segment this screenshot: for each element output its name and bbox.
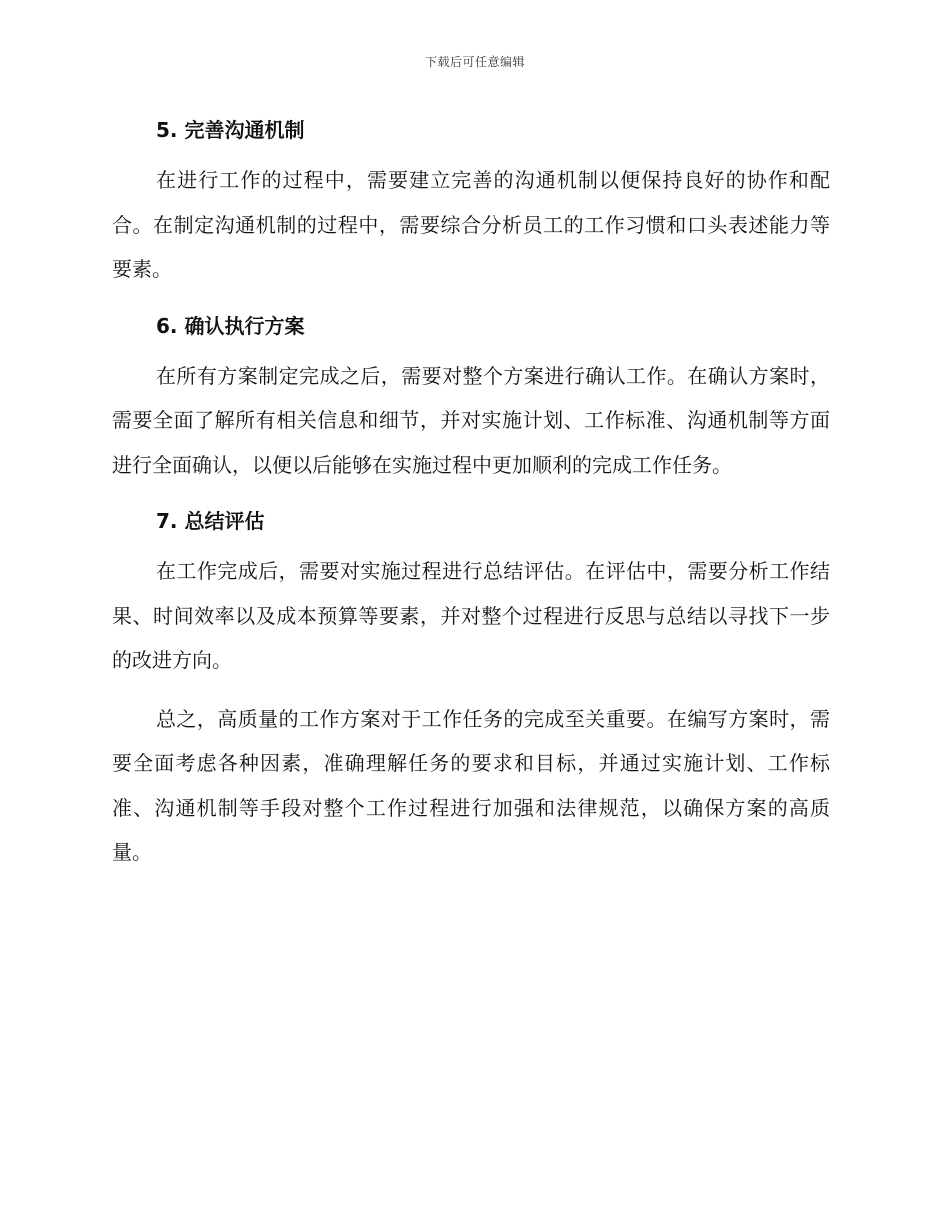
- section-heading-5: 5. 完善沟通机制: [156, 118, 305, 142]
- page-header-note: 下载后可任意编辑: [424, 55, 525, 69]
- section-paragraph-6: 在所有方案制定完成之后，需要对整个方案进行确认工作。在确认方案时，需要全面了解所有相关信息和细节，并对实施计划、工作标准、沟通机制等方面进行全面确认，以便以后能够在实施过程中更加顺利的完成工作任务。: [112, 363, 830, 477]
- document-body: [112, 110, 830, 875]
- conclusion-paragraph: 总之，高质量的工作方案对于工作任务的完成至关重要。在编写方案时，需要全面考虑各种因素，准确理解任务的要求和目标，并通过实施计划、工作标准、沟通机制等手段对整个工作过程进行加强和法律规范，以确保方案的高质量。: [112, 706, 830, 864]
- section-heading-7: 7. 总结评估: [156, 509, 265, 533]
- section-paragraph-7: 在工作完成后，需要对实施过程进行总结评估。在评估中，需要分析工作结果、时间效率以及成本预算等要素，并对整个过程进行反思与总结以寻找下一步的改进方向。: [112, 559, 830, 672]
- section-heading-6: 6. 确认执行方案: [156, 313, 305, 338]
- section-paragraph-5: 在进行工作的过程中，需要建立完善的沟通机制以便保持良好的协作和配合。在制定沟通机制的过程中，需要综合分析员工的工作习惯和口头表述能力等要素。: [112, 168, 830, 281]
